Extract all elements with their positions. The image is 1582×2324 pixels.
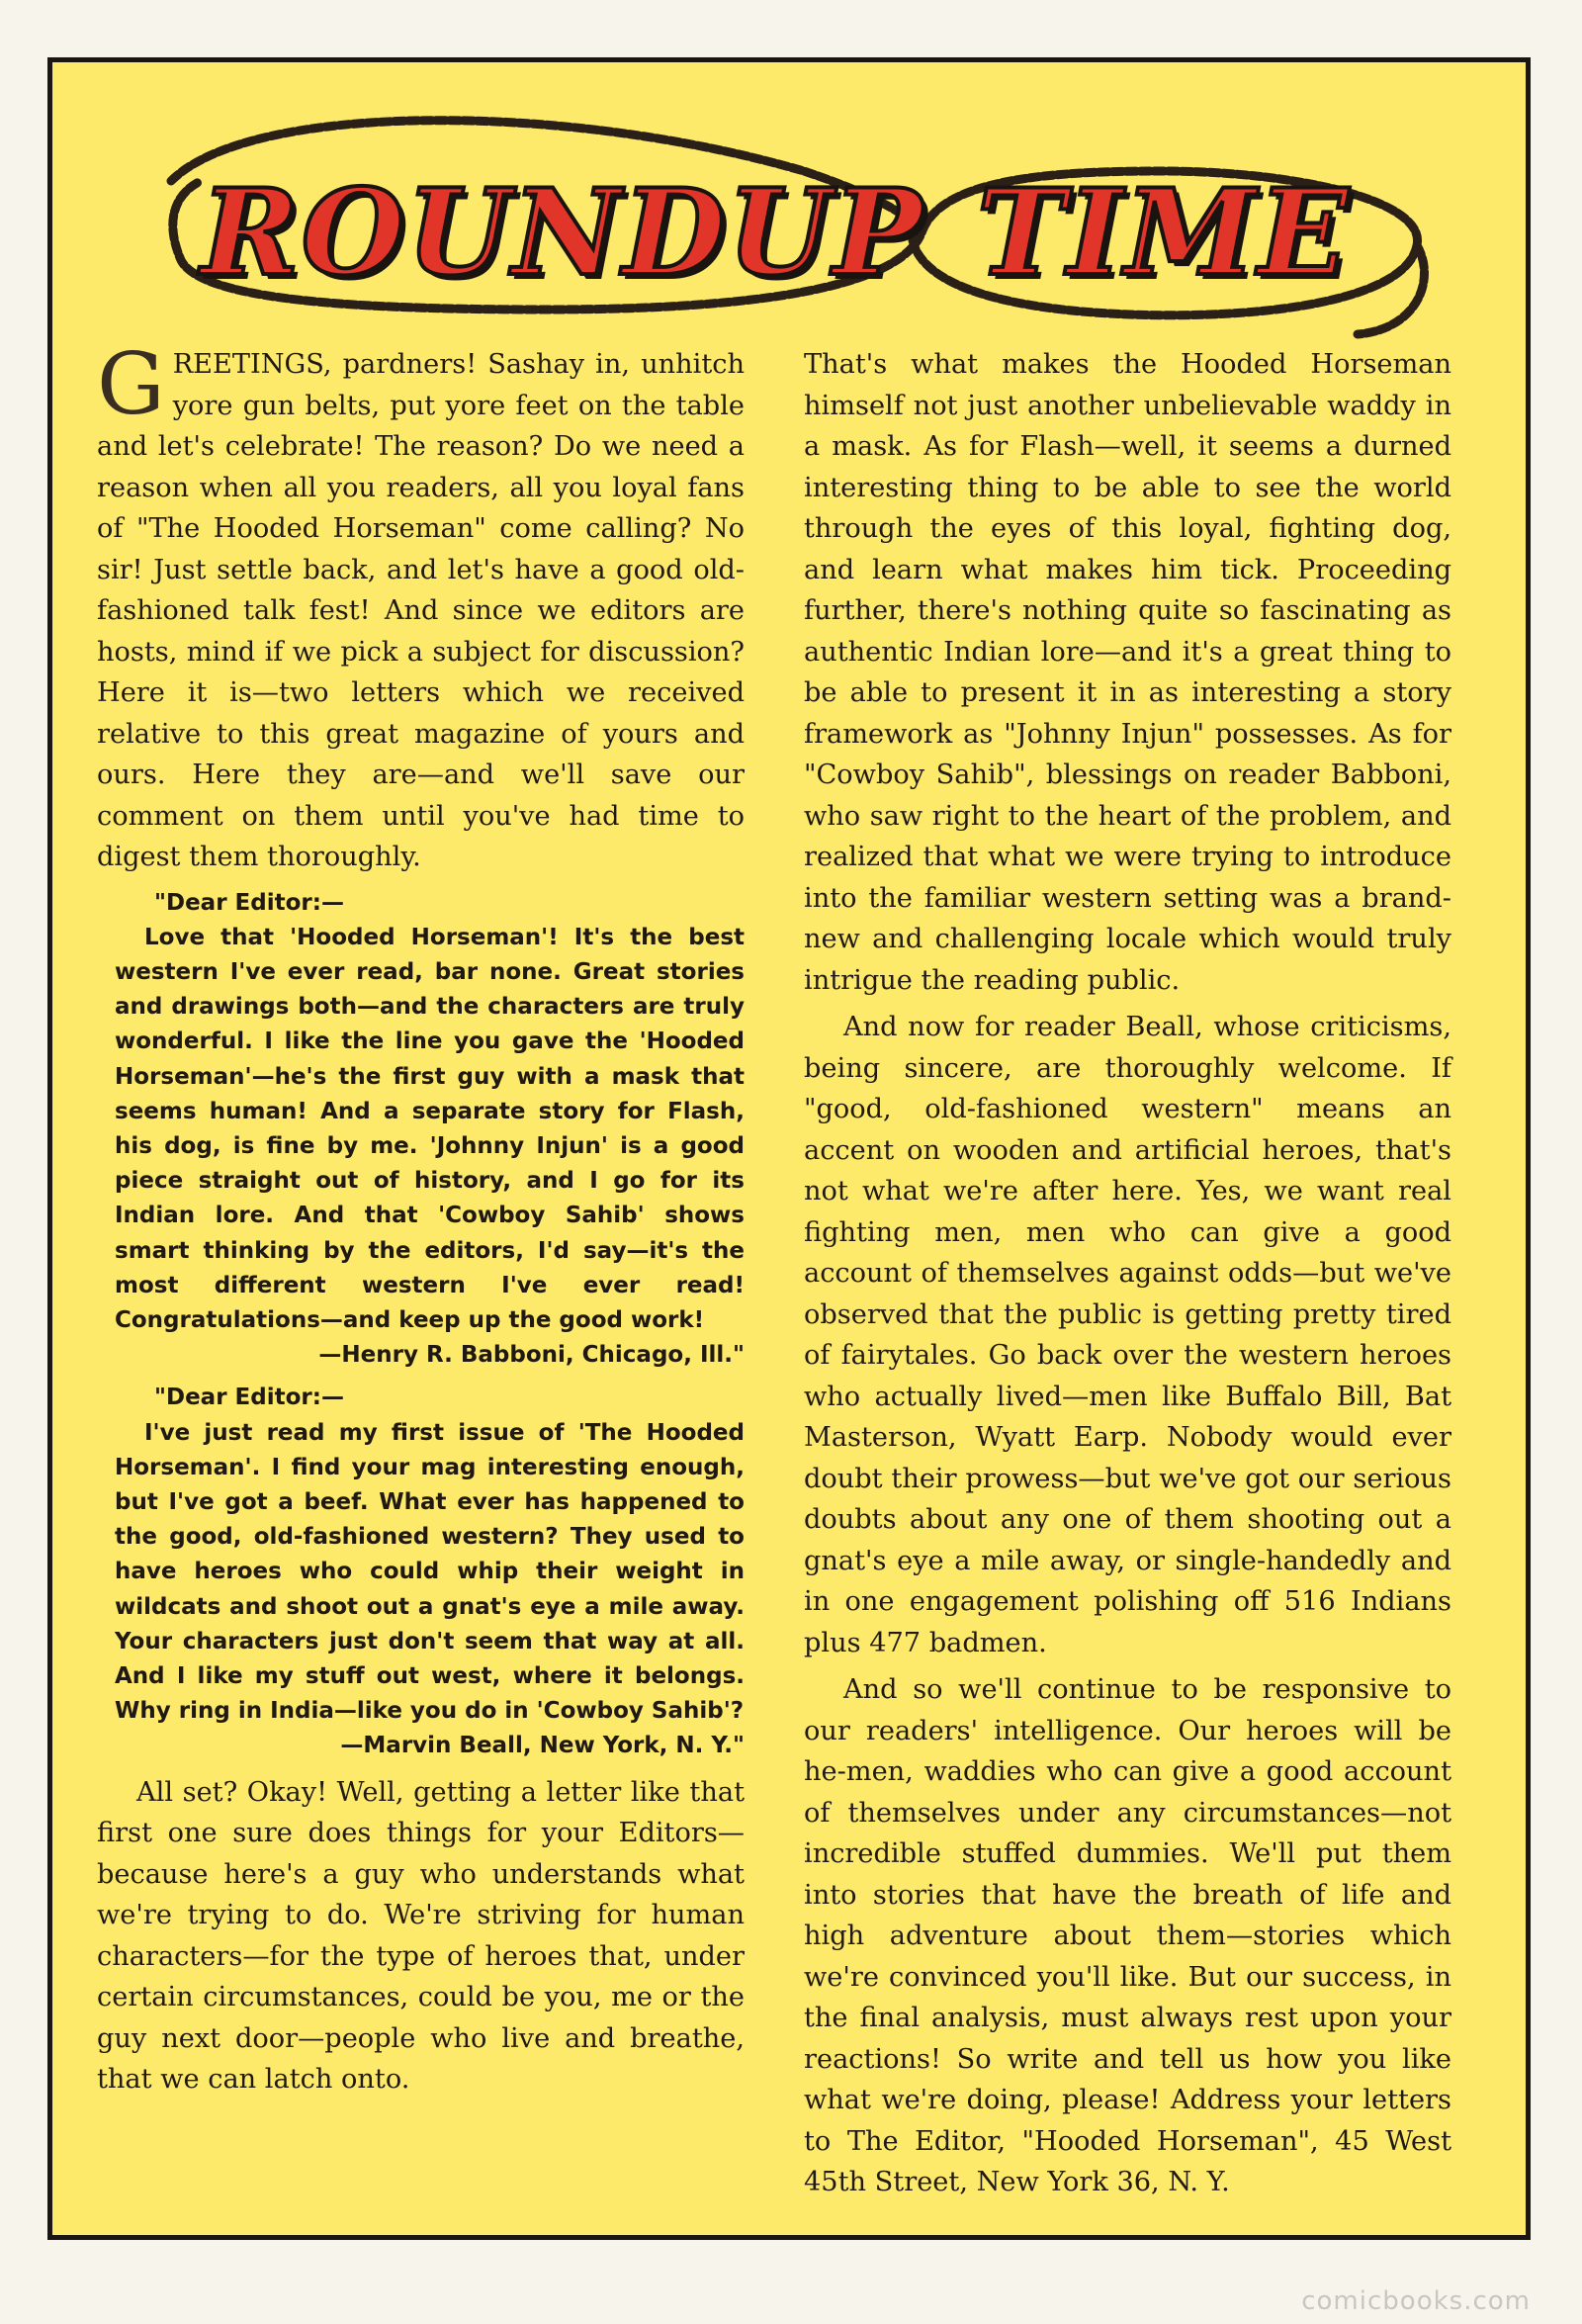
- right-column: [804, 344, 1451, 2209]
- letter-body: Love that 'Hooded Horseman'! It's the best western I've ever read, bar none. Great stories and drawings both—and the characters are truly wonderful. I like the line you gave the 'Hooded Horseman'—he's the first guy with a mask that seems human! And a separate story for Flash, his dog, is fine by me. 'Johnny Injun' is a good piece straight out of history, and I go for its Indian lore. And that 'Cowboy Sahib' shows smart thinking by the editors, I'd say—it's the most different western I've ever read! Congratulations—and keep up the good work!: [115, 924, 745, 1333]
- title-time: TIME: [977, 163, 1351, 303]
- site-watermark: comicbooks.com: [1301, 2286, 1531, 2316]
- letter-salutation: "Dear Editor:—: [154, 889, 344, 916]
- letter-body: I've just read my first issue of 'The Hooded Horseman'. I find your mag interesting enough, but I've got a beef. What ever has happened to the good, old-fashioned western? They used to have heroes who could whip their weight in wildcats and shoot out a gnat's eye a mile away. Your characters just don't seem that way at all. And I like my stuff out west, where it belongs. Why ring in India—like you do in 'Cowboy Sahib'?: [115, 1419, 745, 1725]
- drop-cap: G: [97, 335, 165, 434]
- left-column: [97, 335, 745, 2106]
- letter-babboni: [115, 886, 745, 1374]
- right-paragraph-1: That's what makes the Hooded Horseman himself not just another unbelievable waddy in a mask. As for Flash—well, it seems a durned interesting thing to be able to see the world through the eyes of this loyal, fighting dog, and learn what makes him tick. Proceeding further, there's nothing quite so fascinating as authentic Indian lore—and it's a great thing to be able to present it in as interesting a story framework as "Johnny Injun" possesses. As for "Cowboy Sahib", blessings on reader Babboni, who saw right to the heart of the problem, and realized that what we were trying to introduce into the familiar western setting was a brand-new and challenging locale which would truly intrigue the reading public.: [804, 349, 1451, 996]
- right-paragraph-2: And now for reader Beall, whose criticisms, being sincere, are thoroughly welcome. If "good, old-fashioned western" means an accent on wooden and artificial heroes, that's not what we're after here. Yes, we want real fighting men, men who can give a good account of themselves against odds—but we've observed that the public is getting pretty tired of fairytales. Go back over the western heroes who actually lived—men like Buffalo Bill, Bat Masterson, Wyatt Earp. Nobody would ever doubt their prowess—but we've got our serious doubts about any one of them shooting out a gnat's eye a mile away, or single-handedly and in one engagement polishing off 516 Indians plus 477 badmen.: [804, 1012, 1451, 1658]
- page-frame: [47, 57, 1531, 2240]
- intro-text: REETINGS, pardners! Sashay in, unhitch yore gun belts, put yore feet on the table and let's celebrate! The reason? Do we need a reason when all you readers, all you loyal fans of "The Hooded Horseman" come calling? No sir! Just settle back, and let's have a good old-fashioned talk fest! And since we editors are hosts, mind if we pick a subject for discussion? Here it is—two letters which we received relative to this great magazine of yours and ours. Here they are—and we'll save our comment on them until you've had time to digest them thoroughly.: [97, 349, 745, 872]
- header-title-banner: [52, 62, 1526, 359]
- title-roundup: ROUNDUP: [201, 163, 924, 303]
- intro-paragraph: [97, 335, 745, 878]
- right-paragraph-3: And so we'll continue to be responsive to our readers' intelligence. Our heroes will be he-men, waddies who can give a good account of themselves under any circumstances—not incredible stuffed dummies. We'll put them into stories that have the breath of life and high adventure about them—stories which we're convinced you'll like. But our success, in the final analysis, must always rest upon your reactions! So write and tell us how you like what we're doing, please! Address your letters to The Editor, "Hooded Horseman", 45 West 45th Street, New York 36, N. Y.: [804, 1674, 1451, 2197]
- letter-signature: —Marvin Beall, New York, N. Y.": [340, 1733, 745, 1759]
- closing-paragraph: All set? Okay! Well, getting a letter like that first one sure does things for your Editors—because here's a guy who understands what we're trying to do. We're striving for human characters—for the type of heroes that, under certain circumstances, could be you, me or the guy next door—people who live and breathe, that we can latch onto.: [97, 1776, 745, 2096]
- letter-signature: —Henry R. Babboni, Chicago, Ill.": [318, 1342, 745, 1369]
- letter-salutation: "Dear Editor:—: [154, 1385, 344, 1411]
- letter-beall: [115, 1381, 745, 1763]
